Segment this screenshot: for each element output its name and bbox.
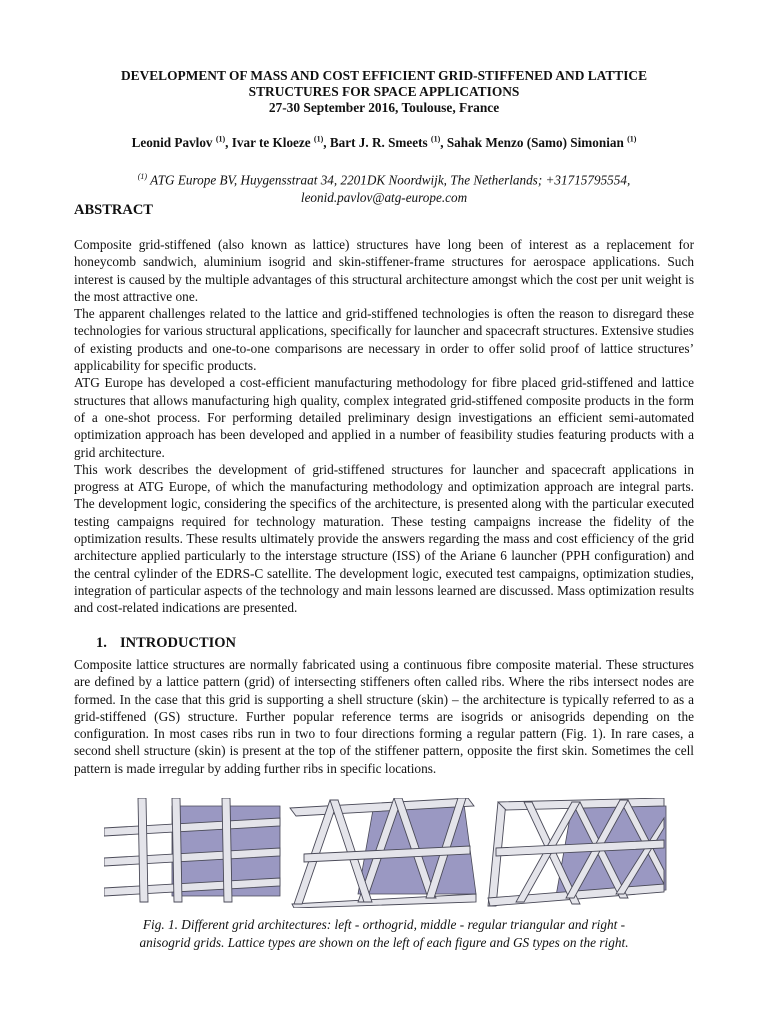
rib	[292, 894, 476, 908]
affiliation-email: leonid.pavlov@atg-europe.com	[300, 190, 468, 206]
rib	[172, 798, 182, 902]
figure-caption	[74, 916, 694, 951]
title-line-1: DEVELOPMENT OF MASS AND COST EFFICIENT GRID-STIFFENED AND LATTICE	[120, 68, 648, 83]
abstract-paragraph-4: This work describes the development of grid-stiffened structures for launcher and spacecraft applications in progress at ATG Europe, of which the manufacturing methodology and optimization approach are integral parts. The development logic, considering the specifics of the architecture, is presented along with the particular executed testing campaigns required for technology maturation. These testing campaigns increase the fidelity of the optimization results. These results ultimately provide the answers regarding the mass and cost efficiency of the grid architecture applied particularly to the interstage structure (ISS) of the Ariane 6 launcher (PPH configuration) and the central cylinder of the EDRS-C satellite. The development logic, executed test campaigns, optimization studies, integration of particular aspects of the technology and main lessons learned are discussed. Mass optimization results and cost-related indications are presented.	[74, 461, 694, 616]
abstract-paragraph-3: ATG Europe has developed a cost-efficient manufacturing methodology for fibre placed grid-stiffened and lattice structures that allows manufacturing high quality, complex integrated grid-stiffened composite products in the form of a one-shot process. For performing detailed preliminary design investigations an efficient semi-automated optimization approach has been developed and applied in a number of feasibility studies featuring products with a grid architecture.	[74, 375, 694, 460]
anisogrid-illustration	[488, 798, 666, 906]
title-line-2: STRUCTURES FOR SPACE APPLICATIONS	[248, 84, 520, 99]
paper-title	[60, 68, 708, 116]
section-number: 1.	[96, 635, 107, 651]
abstract-paragraph-1: Composite grid-stiffened (also known as lattice) structures have long been of interest as a replacement for honeycomb sandwich, aluminium isogrid and skin-stiffener-frame structures for aerospace applications. Such interest is caused by the multiple advantages of this structural architecture amongst which the cost per unit weight is the most attractive one.	[74, 237, 694, 304]
abstract-paragraph-2: The apparent challenges related to the lattice and grid-stiffened technologies is often the reason to disregard these technologies for various structural applications, specifically for launcher and spacecraft structures. Extensive studies of existing products and one-to-one comparisons are necessary in order to offer solid proof of lattice structures’ applicability for specific products.	[74, 306, 694, 374]
abstract-body	[74, 236, 694, 617]
grid-architectures-figure	[104, 798, 670, 908]
affiliation-address: ATG Europe BV, Huygensstraat 34, 2201DK Noordwijk, The Netherlands; +31715795554,	[147, 172, 631, 188]
author-3: Bart J. R. Smeets $^{(1)}$,	[329, 135, 447, 151]
author-2: Ivar te Kloeze $^{(1)}$,	[231, 135, 330, 151]
triangular-grid-illustration	[290, 798, 476, 908]
affiliation-mark: (1)	[137, 172, 148, 181]
caption-line-1: Fig. 1. Different grid architectures: left - orthogrid, middle - regular triangular and right -	[142, 917, 626, 932]
conference-date-location: 27-30 September 2016, Toulouse, France	[268, 100, 500, 115]
rib	[222, 798, 232, 902]
introduction-body	[74, 656, 694, 777]
author-4: Sahak Menzo (Samo) Simonian $^{(1)}$	[446, 135, 637, 151]
rib	[138, 798, 148, 902]
author-1: Leonid Pavlov $^{(1)}$,	[131, 135, 232, 151]
section-title: INTRODUCTION	[120, 635, 237, 651]
orthogrid-illustration	[104, 798, 280, 902]
introduction-paragraph: Composite lattice structures are normally fabricated using a continuous fibre composite material. These structures are defined by a lattice pattern (grid) of intersecting stiffeners often called ribs. Where the ribs intersect nodes are formed. In the case that this grid is supporting a shell structure (skin) – the architecture is typically referred to as a grid-stiffened (GS) structure. Further popular reference terms are isogrids or anisogrids depending on the configuration. In most cases ribs run in two to four directions forming a regular pattern (Fig. 1). In rare cases, a second shell structure (skin) is present at the top of the stiffener pattern, opposite the first skin. Sometimes the cell pattern is made irregular by adding further ribs in specific locations.	[74, 657, 694, 776]
introduction-heading	[96, 635, 236, 652]
caption-line-2: anisogrid grids. Lattice types are shown on the left of each figure and GS types on the right.	[139, 934, 629, 950]
author-list	[40, 135, 728, 151]
abstract-heading: ABSTRACT	[74, 202, 153, 218]
